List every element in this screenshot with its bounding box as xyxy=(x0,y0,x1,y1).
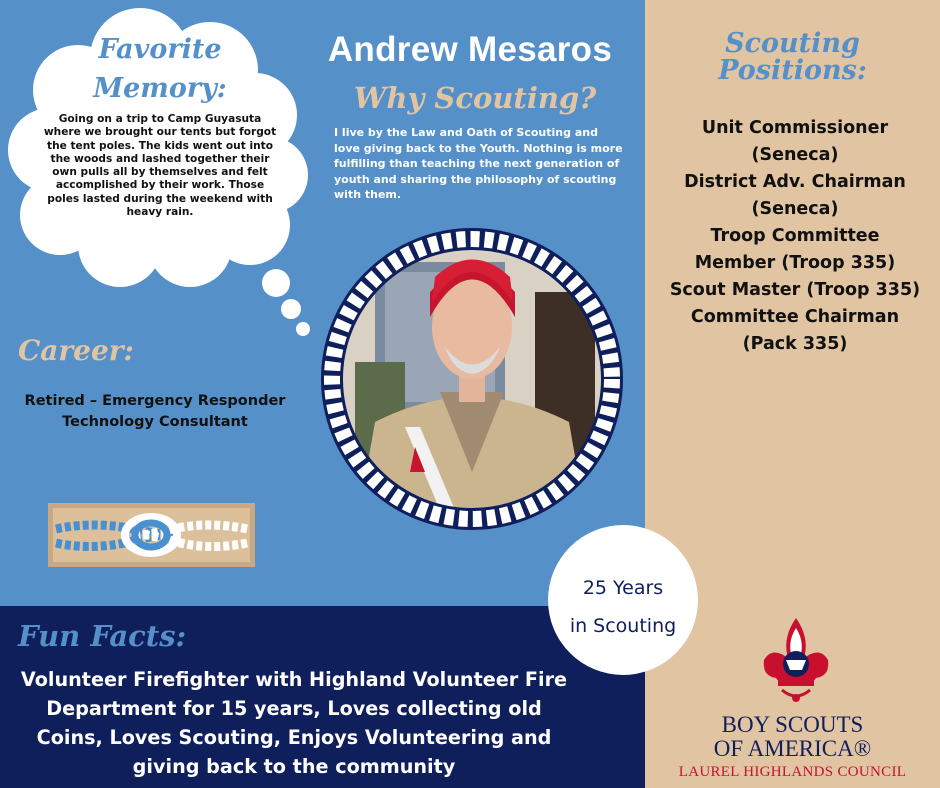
position-line: Member (Troop 335) xyxy=(694,253,896,273)
organization-council: LAUREL HIGHLANDS COUNCIL xyxy=(678,764,907,780)
career-text xyxy=(10,391,300,433)
career-line-2: Technology Consultant xyxy=(62,414,248,430)
position-line: (Pack 335) xyxy=(742,334,848,354)
why-scouting-text: I live by the Law and Oath of Scouting and love giving back to the Youth. Nothing is more fulfilling than teaching the next generation of youth and sharing the philosophy of scouting with them. xyxy=(334,126,623,201)
favorite-memory-title-2: Memory: xyxy=(93,73,227,104)
position-line: District Adv. Chairman xyxy=(684,172,906,192)
position-line: Unit Commissioner xyxy=(701,118,889,138)
position-line: Troop Committee xyxy=(710,226,880,246)
position-line: (Seneca) xyxy=(751,199,839,219)
career-title: Career: xyxy=(18,334,134,367)
scouting-positions-title: Scouting Positions: xyxy=(718,28,867,86)
organization-line-2: OF AMERICA® xyxy=(713,736,872,761)
favorite-memory-title: Favorite xyxy=(98,34,222,65)
fun-facts-text: Volunteer Firefighter with Highland Volunteer Fire Department for 15 years, Loves collecting old Coins, Loves Scouting, Enjoys Volunteering and giving back to the community xyxy=(20,668,568,778)
favorite-memory-text: Going on a trip to Camp Guyasuta where we brought our tents but forgot the tent poles. The kids went out into the woods and lashed together their own pulls all by themselves and felt accomplished by their work. Those poles lasted during the weekend with heavy rain. xyxy=(43,113,277,219)
portrait-photo xyxy=(315,222,629,536)
years-badge xyxy=(548,525,698,675)
years-badge-line-1: 25 Years xyxy=(582,577,664,599)
fleur-de-lis-logo xyxy=(760,616,832,706)
career-line-1: Retired – Emergency Responder xyxy=(24,393,286,409)
position-line: (Seneca) xyxy=(751,145,839,165)
square-knot-icon xyxy=(48,503,255,567)
position-line: Committee Chairman xyxy=(690,307,900,327)
position-line: Scout Master (Troop 335) xyxy=(669,280,921,300)
fun-facts-title: Fun Facts: xyxy=(18,619,187,653)
organization-line-1: BOY SCOUTS xyxy=(721,712,864,737)
why-scouting-title: Why Scouting? xyxy=(353,81,597,115)
profile-name: Andrew Mesaros xyxy=(327,30,613,69)
scouting-positions-list xyxy=(655,115,935,358)
years-badge-line-2: in Scouting xyxy=(569,615,677,637)
